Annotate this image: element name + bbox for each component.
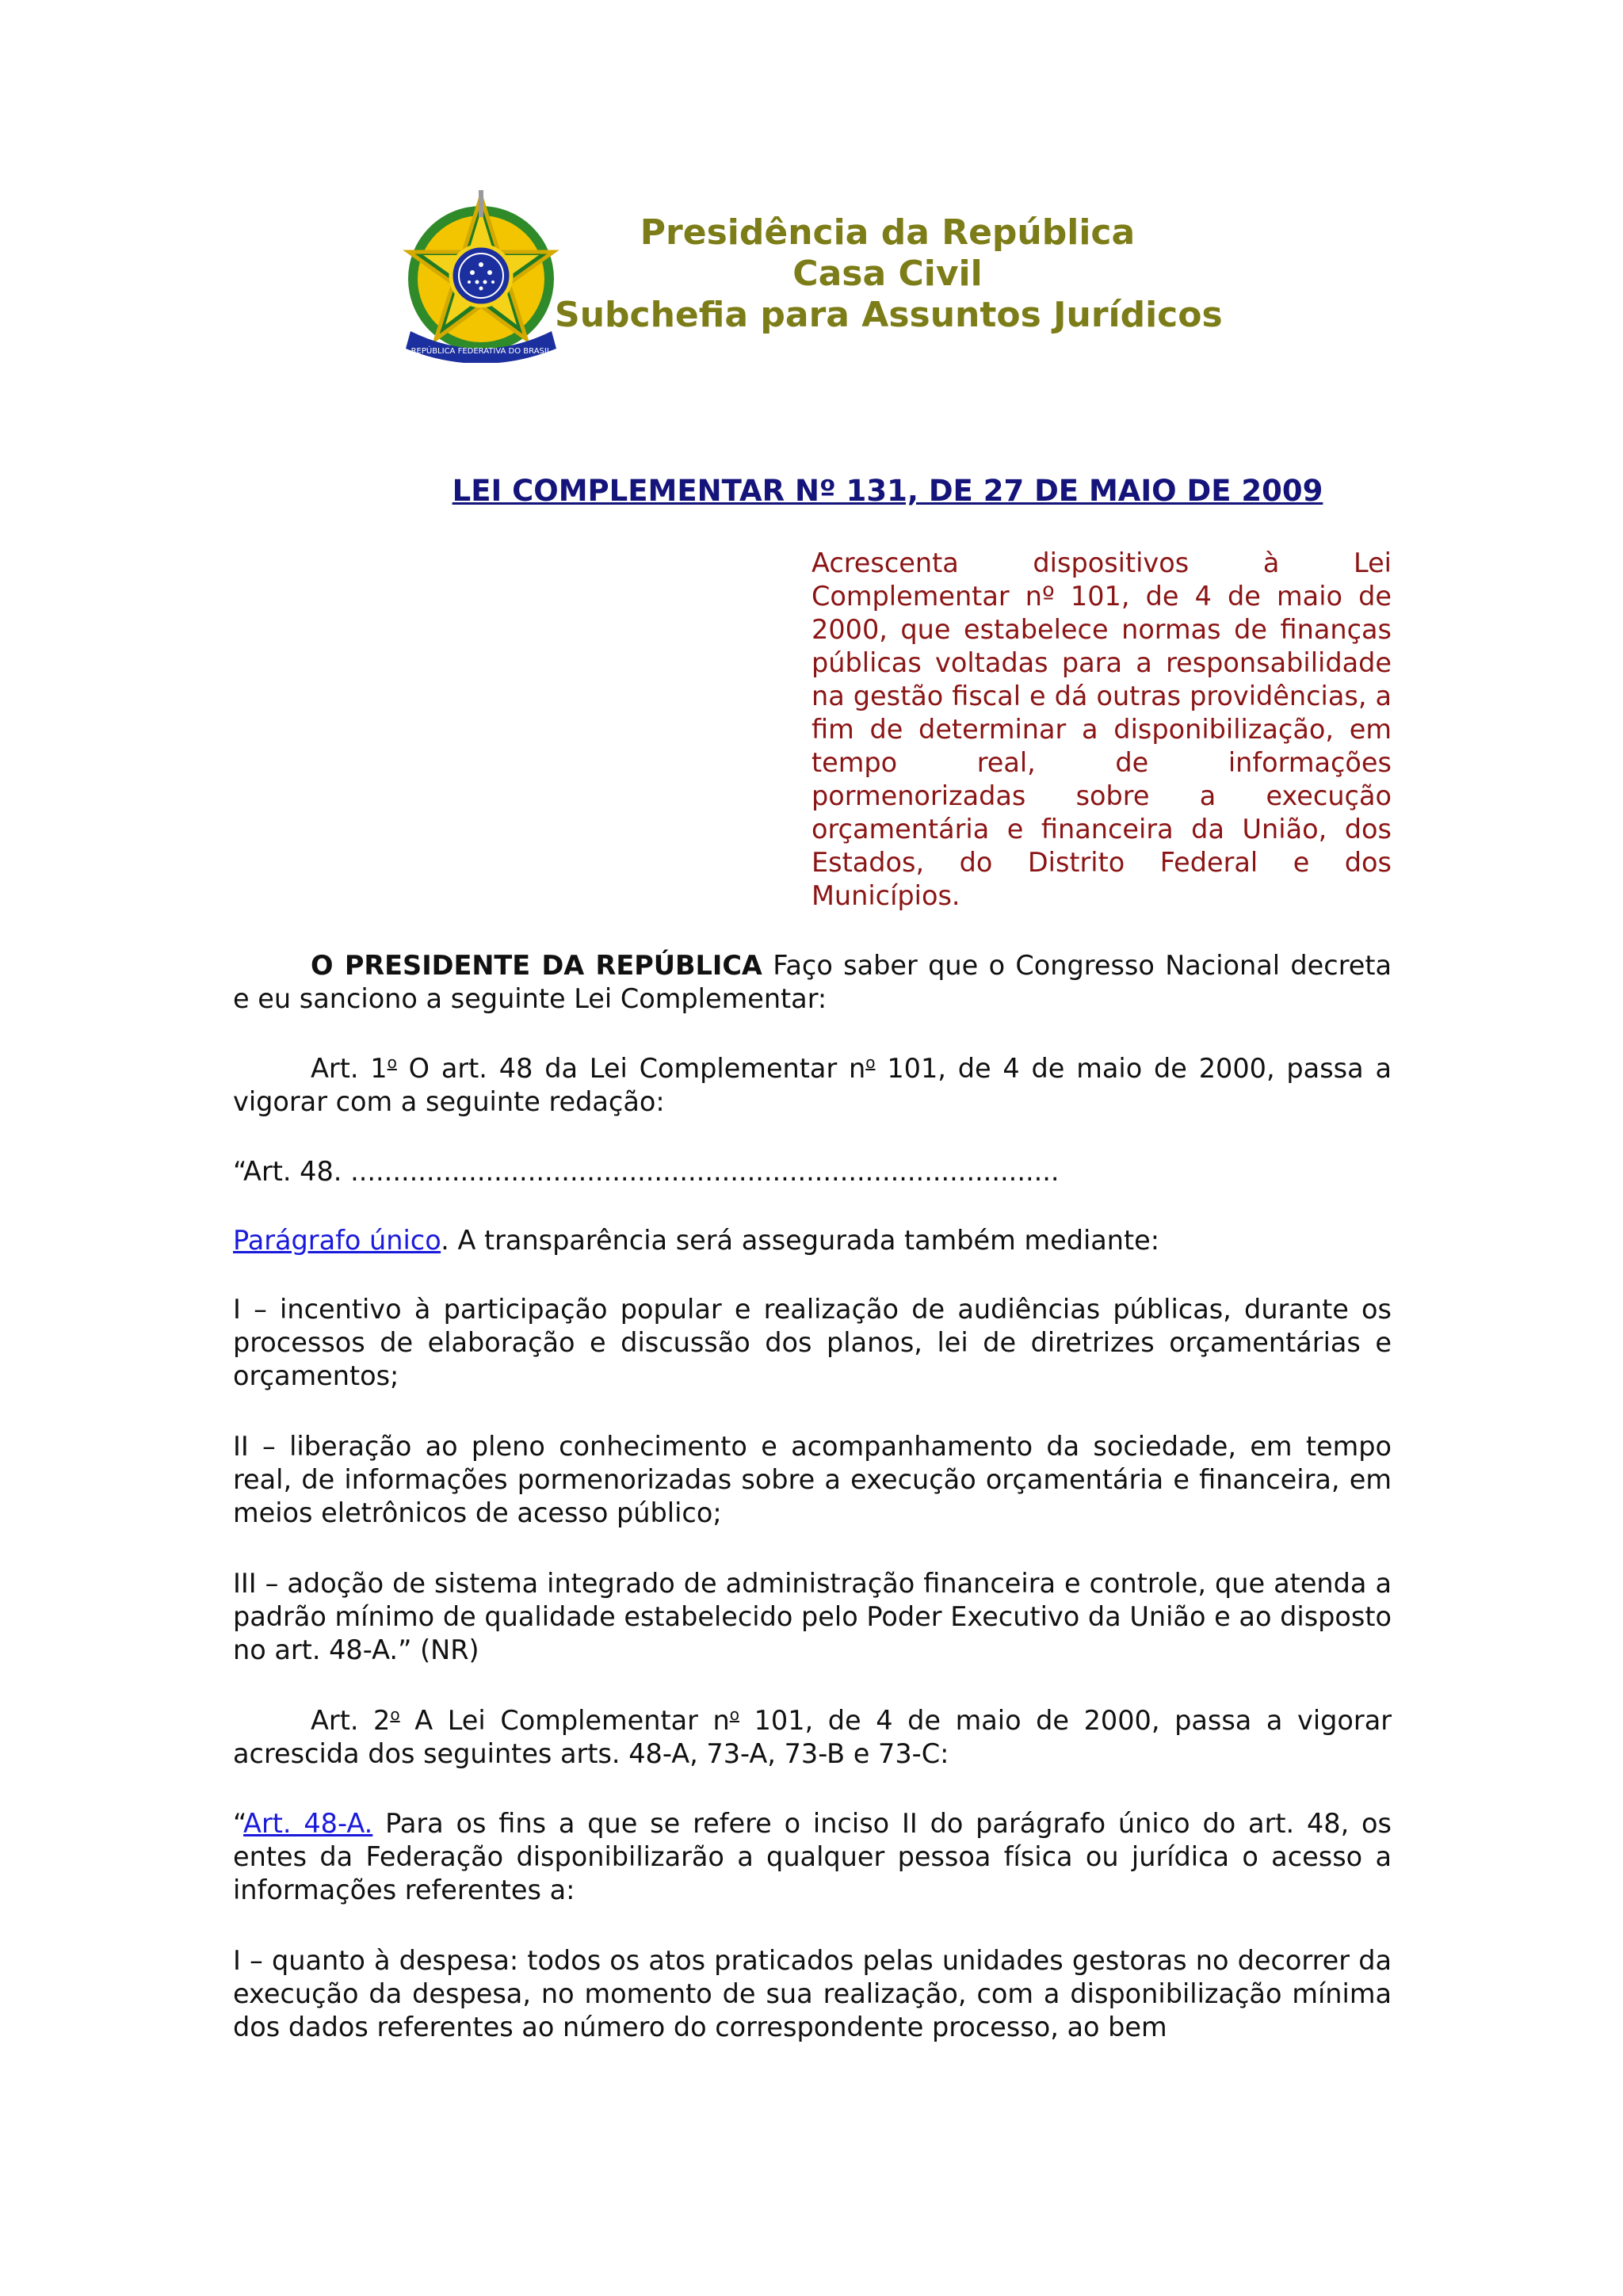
article-48a <box>233 1807 1392 1907</box>
open-quote: “ <box>233 1808 244 1839</box>
article-1-text-b: 101, de 4 de maio de 2000, passa a vigorar com a seguinte redação: <box>233 1053 1392 1117</box>
ordinal-mark: o <box>387 1052 397 1072</box>
ordinal-mark: o <box>729 1704 739 1724</box>
preamble-president: O PRESIDENTE DA REPÚBLICA <box>311 950 762 981</box>
paragrafo-unico <box>233 1224 1392 1257</box>
inciso-i-despesa: I – quanto à despesa: todos os atos praticados pelas unidades gestoras no decorrer da execução da despesa, no momento de sua realização, com a disponibilização mínima dos dados referentes ao número do correspondente processo, ao bem <box>233 1945 1392 2042</box>
paragrafo-unico-link[interactable]: Parágrafo único <box>233 1225 441 1256</box>
header-line-presidencia: Presidência da República <box>640 212 1136 253</box>
law-title-link[interactable]: LEI COMPLEMENTAR Nº 131, DE 27 DE MAIO DE 2009 <box>452 474 1323 508</box>
preamble <box>233 949 1392 1016</box>
issuing-authority <box>555 212 1223 336</box>
article-1-text-a: O art. 48 da Lei Complementar n <box>396 1053 866 1084</box>
article-2-text-a: A Lei Complementar n <box>399 1705 730 1736</box>
article-1-label: Art. 1 <box>311 1053 388 1084</box>
inciso-i: I – incentivo à participação popular e realização de audiências públicas, durante os processos de elaboração e discussão dos planos, lei de diretrizes orçamentárias e orçamentos; <box>233 1294 1392 1391</box>
inciso-ii: II – liberação ao pleno conhecimento e acompanhamento da sociedade, em tempo real, de informações pormenorizadas sobre a execução orçamentária e financeira, em meios eletrônicos de acesso público; <box>233 1431 1392 1528</box>
crest-ribbon-text: REPÚBLICA FEDERATIVA DO BRASIL <box>411 347 552 356</box>
article-48a-text: Para os fins a que se refere o inciso II do parágrafo único do art. 48, os entes da Federação disponibilizarão a qualquer pessoa física ou jurídica o acesso a informações referentes a: <box>233 1808 1392 1905</box>
inciso-iii: III – adoção de sistema integrado de administração financeira e controle, que atenda a padrão mínimo de qualidade estabelecido pelo Poder Executivo da União e ao disposto no art. 48-A.” (NR) <box>233 1568 1392 1665</box>
article-48-line: “Art. 48. .................................................................................... <box>233 1156 1060 1187</box>
ementa: Acrescenta dispositivos à Lei Complementar nº 101, de 4 de maio de 2000, que estabelece normas de finanças públicas voltadas para a responsabilidade na gestão fiscal e dá outras providências, a fim de determinar a disponibilização, em tempo real, de informações pormenorizadas sobre a execução orçamentária e financeira da União, dos Estados, do Distrito Federal e dos Municípios. <box>812 547 1392 911</box>
article-48a-link[interactable]: Art. 48-A. <box>243 1808 373 1839</box>
article-1 <box>233 1052 1392 1119</box>
article-2-label: Art. 2 <box>311 1705 391 1736</box>
header-line-casa-civil: Casa Civil <box>792 254 983 294</box>
article-2 <box>233 1704 1392 1771</box>
preamble-text: Faço saber que o Congresso Nacional decreta e eu sanciono a seguinte Lei Complementar: <box>233 950 1392 1014</box>
article-2-text-b: 101, de 4 de maio de 2000, passa a vigorar acrescida dos seguintes arts. 48-A, 73-A, 73-B e 73-C: <box>233 1705 1392 1769</box>
header-line-subchefia: Subchefia para Assuntos Jurídicos <box>555 295 1223 335</box>
brazil-coat-of-arms-icon <box>403 190 559 363</box>
paragrafo-unico-text: . A transparência será assegurada também mediante: <box>441 1225 1160 1256</box>
ordinal-mark: o <box>390 1704 400 1724</box>
ordinal-mark: o <box>865 1052 876 1072</box>
